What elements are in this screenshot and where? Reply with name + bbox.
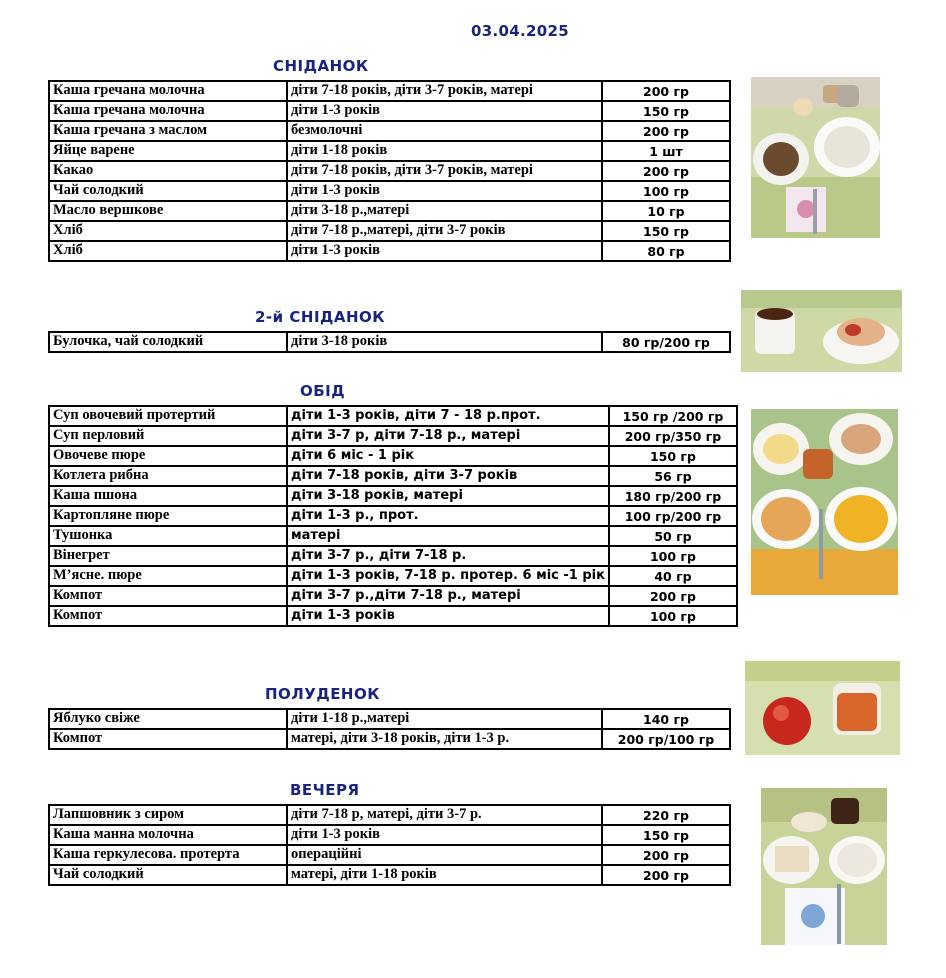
breakfast-photo <box>751 77 880 238</box>
portion-cell: 100 гр/200 гр <box>609 506 737 526</box>
group-cell: діти 1-3 років <box>287 825 602 845</box>
group-cell: діти 7-18 років, діти 3-7 років <box>287 466 609 486</box>
portion-cell: 200 гр <box>602 121 730 141</box>
dish-cell: Хліб <box>49 241 287 261</box>
portion-cell: 150 гр /200 гр <box>609 406 737 426</box>
group-cell: діти 3-18 років, матері <box>287 486 609 506</box>
portion-cell: 100 гр <box>609 546 737 566</box>
breakfast-table <box>48 80 731 262</box>
portion-cell: 40 гр <box>609 566 737 586</box>
dish-cell: Суп перловий <box>49 426 287 446</box>
dish-cell: Каша гречана молочна <box>49 81 287 101</box>
menu-row <box>49 181 730 201</box>
portion-cell: 10 гр <box>602 201 730 221</box>
section-title-dinner: ВЕЧЕРЯ <box>290 781 360 799</box>
menu-row <box>49 709 730 729</box>
menu-row <box>49 141 730 161</box>
dish-cell: Хліб <box>49 221 287 241</box>
group-cell: діти 7-18 р, матері, діти 3-7 р. <box>287 805 602 825</box>
portion-cell: 180 гр/200 гр <box>609 486 737 506</box>
section-title-breakfast: СНІДАНОК <box>273 57 369 75</box>
dish-cell: Какао <box>49 161 287 181</box>
portion-cell: 80 гр <box>602 241 730 261</box>
second-breakfast-table <box>48 331 731 353</box>
menu-row <box>49 805 730 825</box>
menu-row <box>49 865 730 885</box>
group-cell: матері, діти 3-18 років, діти 1-3 р. <box>287 729 602 749</box>
dish-cell: Каша манна молочна <box>49 825 287 845</box>
lunch-photo <box>751 409 898 595</box>
portion-cell: 200 гр <box>602 161 730 181</box>
group-cell: діти 3-18 років <box>287 332 602 352</box>
dish-cell: Булочка, чай солодкий <box>49 332 287 352</box>
second-breakfast-photo <box>741 290 902 372</box>
group-cell: матері <box>287 526 609 546</box>
portion-cell: 150 гр <box>602 221 730 241</box>
dish-cell: Суп овочевий протертий <box>49 406 287 426</box>
group-cell: діти 1-3 років <box>287 101 602 121</box>
portion-cell: 150 гр <box>609 446 737 466</box>
dish-cell: Картопляне пюре <box>49 506 287 526</box>
menu-row <box>49 526 737 546</box>
afternoon-snack-table <box>48 708 731 750</box>
group-cell: діти 1-18 років <box>287 141 602 161</box>
portion-cell: 200 гр <box>609 586 737 606</box>
menu-row <box>49 446 737 466</box>
menu-row <box>49 241 730 261</box>
dish-cell: Каша пшона <box>49 486 287 506</box>
menu-row <box>49 426 737 446</box>
portion-cell: 150 гр <box>602 825 730 845</box>
dinner-photo <box>761 788 887 945</box>
dish-cell: Чай солодкий <box>49 865 287 885</box>
menu-row <box>49 101 730 121</box>
dish-cell: Вінегрет <box>49 546 287 566</box>
group-cell: діти 3-7 р, діти 7-18 р., матері <box>287 426 609 446</box>
portion-cell: 100 гр <box>602 181 730 201</box>
dish-cell: М’ясне. пюре <box>49 566 287 586</box>
portion-cell: 200 гр <box>602 81 730 101</box>
dish-cell: Компот <box>49 606 287 626</box>
portion-cell: 140 гр <box>602 709 730 729</box>
dish-cell: Компот <box>49 586 287 606</box>
lunch-table <box>48 405 738 627</box>
group-cell: діти 1-3 років <box>287 181 602 201</box>
menu-row <box>49 486 737 506</box>
group-cell: діти 3-18 р.,матері <box>287 201 602 221</box>
group-cell: безмолочні <box>287 121 602 141</box>
menu-row <box>49 825 730 845</box>
group-cell: діти 1-3 років, діти 7 - 18 р.прот. <box>287 406 609 426</box>
group-cell: матері, діти 1-18 років <box>287 865 602 885</box>
dish-cell: Овочеве пюре <box>49 446 287 466</box>
section-title-second-breakfast: 2-й СНІДАНОК <box>255 308 386 326</box>
portion-cell: 80 гр/200 гр <box>602 332 730 352</box>
portion-cell: 200 гр <box>602 845 730 865</box>
group-cell: діти 1-3 років, 7-18 р. протер. 6 міс -1 рік <box>287 566 609 586</box>
group-cell: діти 3-7 р., діти 7-18 р. <box>287 546 609 566</box>
menu-row <box>49 201 730 221</box>
menu-row <box>49 506 737 526</box>
group-cell: операційні <box>287 845 602 865</box>
group-cell: діти 7-18 років, діти 3-7 років, матері <box>287 81 602 101</box>
menu-row <box>49 406 737 426</box>
dish-cell: Тушонка <box>49 526 287 546</box>
portion-cell: 50 гр <box>609 526 737 546</box>
section-title-afternoon-snack: ПОЛУДЕНОК <box>265 685 381 703</box>
portion-cell: 100 гр <box>609 606 737 626</box>
menu-row <box>49 845 730 865</box>
group-cell: діти 1-3 років <box>287 606 609 626</box>
menu-row <box>49 332 730 352</box>
dish-cell: Каша гречана з маслом <box>49 121 287 141</box>
menu-row <box>49 81 730 101</box>
menu-row <box>49 221 730 241</box>
menu-row <box>49 546 737 566</box>
group-cell: діти 7-18 р.,матері, діти 3-7 років <box>287 221 602 241</box>
section-title-lunch: ОБІД <box>300 382 346 400</box>
dish-cell: Котлета рибна <box>49 466 287 486</box>
dish-cell: Компот <box>49 729 287 749</box>
dish-cell: Яблуко свіже <box>49 709 287 729</box>
dish-cell: Каша гречана молочна <box>49 101 287 121</box>
menu-row <box>49 586 737 606</box>
dish-cell: Чай солодкий <box>49 181 287 201</box>
portion-cell: 200 гр/100 гр <box>602 729 730 749</box>
menu-date: 03.04.2025 <box>471 22 569 40</box>
group-cell: діти 7-18 років, діти 3-7 років, матері <box>287 161 602 181</box>
portion-cell: 56 гр <box>609 466 737 486</box>
menu-row <box>49 161 730 181</box>
group-cell: діти 3-7 р.,діти 7-18 р., матері <box>287 586 609 606</box>
menu-row <box>49 466 737 486</box>
group-cell: діти 1-3 р., прот. <box>287 506 609 526</box>
dish-cell: Масло вершкове <box>49 201 287 221</box>
portion-cell: 200 гр <box>602 865 730 885</box>
portion-cell: 220 гр <box>602 805 730 825</box>
group-cell: діти 1-3 років <box>287 241 602 261</box>
dish-cell: Яйце варене <box>49 141 287 161</box>
menu-row <box>49 566 737 586</box>
menu-row <box>49 606 737 626</box>
portion-cell: 200 гр/350 гр <box>609 426 737 446</box>
dish-cell: Каша геркулесова. протерта <box>49 845 287 865</box>
portion-cell: 1 шт <box>602 141 730 161</box>
dinner-table <box>48 804 731 886</box>
menu-row <box>49 121 730 141</box>
group-cell: діти 1-18 р.,матері <box>287 709 602 729</box>
afternoon-snack-photo <box>745 661 900 755</box>
group-cell: діти 6 міс - 1 рік <box>287 446 609 466</box>
portion-cell: 150 гр <box>602 101 730 121</box>
menu-row <box>49 729 730 749</box>
dish-cell: Лапшовник з сиром <box>49 805 287 825</box>
